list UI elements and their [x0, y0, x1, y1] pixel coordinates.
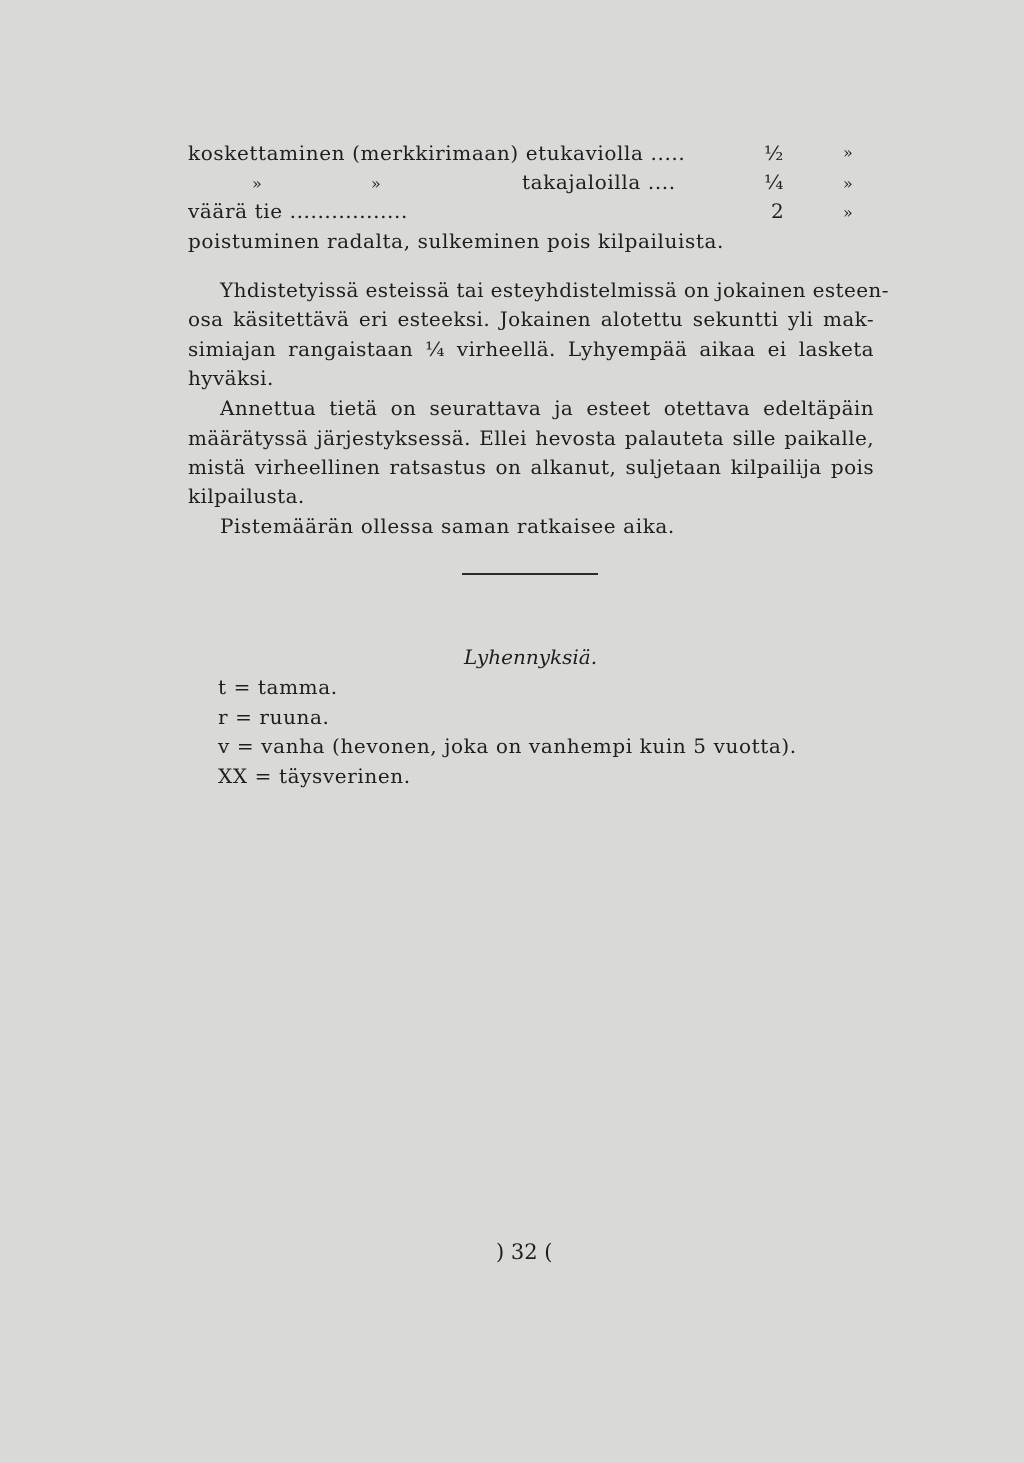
penalty-dots: ..... — [650, 141, 686, 165]
penalty-unit: » — [843, 174, 853, 193]
penalty-unit: » — [843, 143, 853, 162]
abbreviation-item: t = tamma. — [218, 675, 338, 699]
paragraph-line: Annettua tietä on seurattava ja esteet otettava edeltäpäin — [220, 396, 874, 420]
paragraph-line: kilpailusta. — [188, 484, 305, 508]
abbreviations-heading: Lyhennyksiä. — [464, 645, 598, 669]
paragraph-line: Pistemäärän ollessa saman ratkaisee aika. — [220, 514, 675, 538]
separator-rule — [462, 573, 598, 575]
penalty-dots: ................. — [289, 199, 408, 223]
penalty-row-2 — [522, 170, 676, 194]
penalty-row-4: poistuminen radalta, sulkeminen pois kilpailuista. — [188, 229, 724, 253]
paragraph-line: hyväksi. — [188, 366, 274, 390]
penalty-row-3 — [188, 199, 408, 223]
paragraph-line: määrätyssä järjestyksessä. Ellei hevosta palauteta sille paikalle, — [188, 426, 874, 450]
penalty-row-1 — [188, 141, 685, 165]
penalty-unit: » — [843, 203, 853, 222]
paragraph-line: mistä virheellinen ratsastus on alkanut, suljetaan kilpailija pois — [188, 455, 874, 479]
abbreviation-item: v = vanha (hevonen, joka on vanhempi kuin 5 vuotta). — [218, 734, 797, 758]
paragraph-line: osa käsitettävä eri esteeksi. Jokainen alotettu sekuntti yli mak- — [188, 307, 874, 331]
paragraph-line: simiajan rangaistaan ¼ virheellä. Lyhyempää aikaa ei lasketa — [188, 337, 874, 361]
paragraph-line: Yhdistetyissä esteissä tai esteyhdistelmissä on jokainen esteen- — [220, 278, 889, 302]
penalty-value: ¼ — [764, 170, 784, 194]
abbreviation-item: r = ruuna. — [218, 705, 330, 729]
page-number: ) 32 ( — [496, 1240, 553, 1264]
ditto-mark: » — [371, 174, 381, 193]
penalty-value: 2 — [771, 199, 784, 223]
abbreviation-item: XX = täysverinen. — [218, 764, 411, 788]
ditto-mark: » — [252, 174, 262, 193]
penalty-label: koskettaminen (merkkirimaan) etukaviolla — [188, 141, 644, 165]
penalty-label: takajaloilla — [522, 170, 641, 194]
penalty-value: ½ — [764, 141, 784, 165]
penalty-dots: .... — [647, 170, 676, 194]
penalty-label: väärä tie — [188, 199, 283, 223]
